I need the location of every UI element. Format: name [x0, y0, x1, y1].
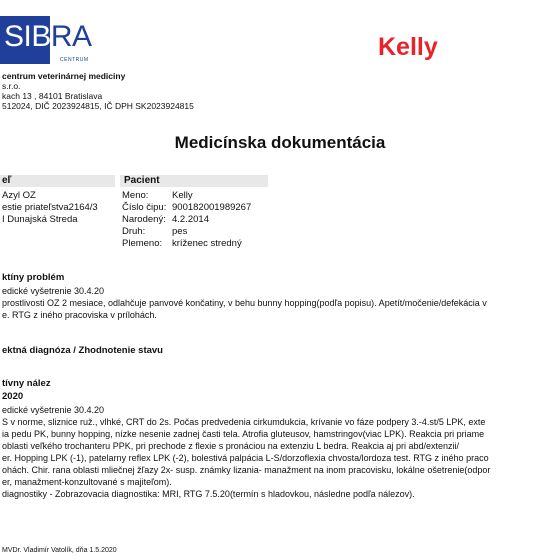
clinic-company: s.r.o. [2, 81, 21, 91]
owner-street: estie priateľstva2164/3 [2, 202, 98, 213]
clinic-name: centrum veterinárnej mediciny [2, 71, 126, 81]
clinic-ids: 512024, DIČ 2023924815, IČ DPH SK2023924815 [2, 101, 194, 111]
patient-value-born: 4.2.2014 [172, 214, 209, 225]
findings-line-5: er. Hopping LPK (-1), patelarny reflex LPK (-2), bolestivá palpácia L-S/dorzoflexia chvosta/lordoza test. RTG z iného praco [2, 453, 489, 463]
findings-line-2: S v norme, sliznice ruž., vlhké, CRT do 2s. Počas predvedenia cirkumdukcia, krívanie vo fáze podpery 3.-4.st/5 LPK, exte [2, 417, 486, 427]
problem-line-2: prostlivosti OZ 2 mesiace, odlahčuje panvové končatiny, v behu bunny hopping(podľa popisu). Apetít/močenie/defekácia v [2, 298, 487, 308]
owner-heading: eľ [0, 175, 115, 187]
patient-value-chip: 900182001989267 [172, 202, 252, 213]
owner-name: Azyl OZ [2, 190, 36, 201]
findings-line-6: ohách. Chir. rana oblasti mliečnej žľazy 2x- susp. známky lizania- manažment na inom pracovisku, lokálne ošetrenie(odpor [2, 465, 491, 475]
patient-value-name: Kelly [172, 190, 193, 201]
findings-line-4: oblasti veľkého trochanteru PPK, pri prechode z flexie s pronáciou na extenziu L bedra. Reakcia aj pri abd/extenzii/ [2, 441, 460, 451]
patient-label-chip: Číslo čipu: [122, 202, 167, 213]
patient-label-species: Druh: [122, 226, 146, 237]
problem-line-3: e. RTG z iného pracoviska v prílohách. [2, 310, 157, 320]
patient-label-breed: Plemeno: [122, 238, 163, 249]
findings-title: tívny nález [2, 378, 51, 389]
problem-title: ktíny problém [2, 272, 65, 283]
patient-value-species: pes [172, 226, 188, 237]
owner-city: I Dunajská Streda [2, 214, 78, 225]
logo-letters-out: RA [50, 20, 92, 53]
logo-letters-inverse: SIB [4, 20, 51, 53]
findings-date: 2020 [2, 391, 24, 402]
patient-name-badge: Kelly [378, 33, 438, 61]
problem-line-1: edické vyšetrenie 30.4.20 [2, 286, 105, 296]
patient-label-name: Meno: [122, 190, 149, 201]
clinic-logo [4, 20, 92, 54]
patient-label-born: Narodený: [122, 214, 166, 225]
patient-value-breed: kríženec stredný [172, 238, 242, 249]
page-title: Medicínska dokumentácia [174, 133, 386, 152]
patient-heading: Pacient [120, 175, 268, 187]
logo-subtitle: CENTRUM [60, 57, 89, 63]
footer-signature: MVDr. Vladimír Vatolík, dňa 1.5.2020 [2, 547, 117, 554]
findings-line-7: er, manažment-konzultované s majiteľom). [2, 477, 172, 487]
clinic-address: kach 13 , 84101 Bratislava [2, 91, 103, 101]
diagnosis-title: ektná diagnóza / Zhodnotenie stavu [2, 345, 163, 356]
findings-line-8: diagnostiky - Zobrazovacia diagnostika: MRI, RTG 7.5.20(termín s hladovkou, následne podľa nálezov). [2, 489, 415, 499]
findings-line-3: ia pedu PK, bunny hopping, nízke nesenie zadnej časti tela. Atrofia gluteusov, hamstringov(viac LPK). Reakcia pri priame [2, 429, 485, 439]
findings-line-1: edické vyšetrenie 30.4.20 [2, 405, 105, 415]
